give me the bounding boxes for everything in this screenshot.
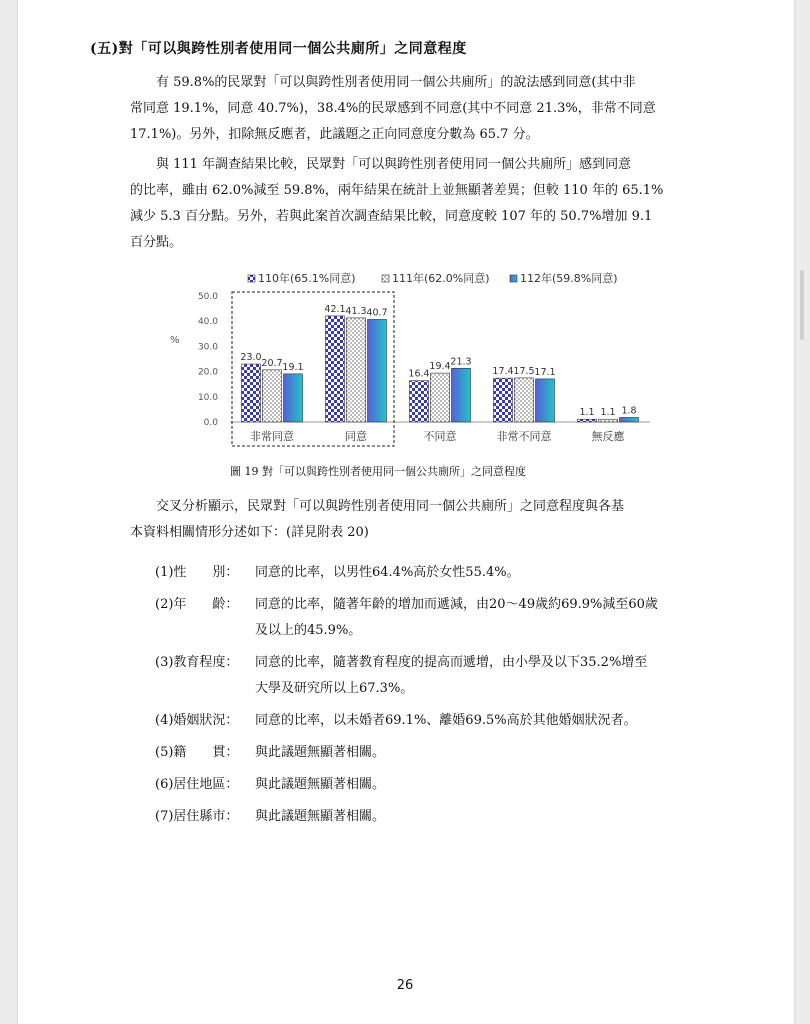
legend-label: 111年(62.0%同意) bbox=[392, 272, 490, 285]
y-tick-label: 40.0 bbox=[197, 317, 218, 328]
list-item bbox=[155, 772, 725, 798]
bar-value-label: 40.7 bbox=[366, 307, 388, 319]
paragraph-line: 常同意 19.1%，同意 40.7%)，38.4%的民眾感到不同意(其中不同意 21.3%，非常不同意 bbox=[130, 101, 656, 116]
scrollbar[interactable] bbox=[800, 270, 804, 340]
list-item-label: (7)居住縣市： bbox=[155, 809, 239, 824]
list-item bbox=[155, 592, 725, 644]
list-item-label: (6)居住地區： bbox=[155, 777, 239, 792]
bar-value-label: 19.1 bbox=[282, 361, 304, 373]
list-item bbox=[155, 650, 725, 702]
section-heading: (五)對「可以與跨性別者使用同一個公共廁所」之同意程度 bbox=[90, 41, 467, 57]
list-item-label: (1)性 別： bbox=[155, 565, 239, 580]
bar-value-label: 16.4 bbox=[408, 368, 430, 380]
paragraph-line: 本資料相關情形分述如下：(詳見附表 20) bbox=[130, 525, 369, 540]
bar bbox=[494, 378, 513, 422]
x-tick-label: 非常不同意 bbox=[496, 430, 552, 443]
y-tick-label: 10.0 bbox=[197, 392, 218, 403]
paragraph-line: 的比率，雖由 62.0%減至 59.8%，兩年結果在統計上並無顯著差異；但較 110 年的 65.1% bbox=[130, 183, 664, 198]
bar bbox=[578, 419, 597, 422]
list-item-label: (5)籍 貫： bbox=[155, 745, 239, 760]
list-item-label: (2)年 齡： bbox=[155, 597, 239, 612]
list-item-text: 與此議題無顯著相關。 bbox=[255, 745, 386, 760]
list-item-text: 同意的比率，隨著年齡的增加而遞減，由20～49歲約69.9%減至60歲 bbox=[255, 597, 658, 612]
bar-value-label: 41.3 bbox=[345, 305, 367, 317]
y-tick-label: 30.0 bbox=[197, 342, 218, 353]
bar bbox=[599, 419, 618, 422]
bar bbox=[284, 374, 303, 422]
paragraph-1 bbox=[130, 70, 720, 148]
legend-swatch bbox=[510, 275, 517, 282]
bar bbox=[242, 364, 261, 422]
list-item-text: 與此議題無顯著相關。 bbox=[255, 777, 386, 792]
list-item bbox=[155, 560, 725, 586]
chart-bars bbox=[232, 292, 639, 446]
legend-label: 110年(65.1%同意) bbox=[258, 272, 356, 285]
legend-label: 112年(59.8%同意) bbox=[520, 272, 618, 285]
bar-value-label: 1.1 bbox=[600, 407, 616, 419]
x-tick-label: 同意 bbox=[345, 430, 367, 443]
bar-chart bbox=[160, 268, 660, 458]
y-tick-label: 0.0 bbox=[203, 418, 218, 428]
list-item-text: 同意的比率，以男性64.4%高於女性55.4%。 bbox=[255, 565, 520, 580]
bar bbox=[263, 370, 282, 422]
chart-legend bbox=[248, 271, 618, 285]
paragraph-line: 交叉分析顯示，民眾對「可以與跨性別者使用同一個公共廁所」之同意程度與各基 bbox=[156, 499, 625, 514]
y-tick-label: 20.0 bbox=[197, 367, 218, 378]
y-axis-label: % bbox=[170, 335, 180, 346]
list-item-text: 同意的比率，隨著教育程度的提高而遞增，由小學及以下35.2%增至 bbox=[255, 655, 648, 670]
bar-value-label: 21.3 bbox=[450, 356, 472, 368]
bar bbox=[431, 373, 450, 422]
bar bbox=[452, 368, 471, 422]
bar-value-label: 1.8 bbox=[621, 405, 637, 417]
bar-value-label: 20.7 bbox=[261, 357, 283, 369]
x-tick-label: 不同意 bbox=[423, 430, 457, 443]
bar bbox=[620, 417, 639, 422]
list-item-label: (3)教育程度： bbox=[155, 655, 239, 670]
list-item bbox=[155, 740, 725, 766]
legend-swatch bbox=[382, 275, 389, 282]
bar bbox=[410, 381, 429, 422]
bar-value-label: 17.1 bbox=[534, 366, 556, 378]
bar-value-label: 42.1 bbox=[324, 303, 346, 315]
paragraph-2 bbox=[130, 152, 720, 256]
list-item-text-cont: 及以上的45.9%。 bbox=[255, 623, 362, 638]
bar bbox=[536, 379, 555, 422]
list-item-text: 同意的比率，以未婚者69.1%、離婚69.5%高於其他婚姻狀況者。 bbox=[255, 713, 637, 728]
y-tick-label: 50.0 bbox=[197, 292, 218, 302]
bar bbox=[368, 319, 387, 422]
list-item-text-cont: 大學及研究所以上67.3%。 bbox=[255, 681, 414, 696]
bar-value-label: 23.0 bbox=[240, 352, 262, 364]
bar-value-label: 1.1 bbox=[579, 407, 595, 419]
paragraph-3 bbox=[130, 494, 720, 546]
page-number: 26 bbox=[396, 978, 414, 993]
paragraph-line: 有 59.8%的民眾對「可以與跨性別者使用同一個公共廁所」的說法感到同意(其中非 bbox=[156, 75, 636, 90]
x-tick-label: 非常同意 bbox=[250, 430, 294, 443]
bar-value-label: 17.5 bbox=[513, 365, 535, 377]
list-item-text: 與此議題無顯著相關。 bbox=[255, 809, 386, 824]
figure-caption: 圖 19 對「可以與跨性別者使用同一個公共廁所」之同意程度 bbox=[230, 465, 526, 478]
paragraph-line: 減少 5.3 百分點。另外，若與此案首次調查結果比較，同意度較 107 年的 50.7%增加 9.1 bbox=[130, 209, 653, 224]
paragraph-line: 百分點。 bbox=[130, 235, 183, 250]
bar bbox=[515, 378, 534, 422]
bar bbox=[326, 316, 345, 422]
list-item bbox=[155, 804, 725, 830]
bar bbox=[347, 318, 366, 422]
bar-value-label: 17.4 bbox=[492, 366, 514, 378]
paragraph-line: 與 111 年調查結果比較，民眾對「可以與跨性別者使用同一個公共廁所」感到同意 bbox=[156, 157, 632, 172]
bar-value-label: 19.4 bbox=[429, 361, 451, 373]
list-item bbox=[155, 708, 725, 734]
x-tick-label: 無反應 bbox=[591, 430, 625, 443]
legend-swatch bbox=[248, 275, 255, 282]
paragraph-line: 17.1%)。另外，扣除無反應者，此議題之正向同意度分數為 65.7 分。 bbox=[130, 127, 539, 142]
list-item-label: (4)婚姻狀況： bbox=[155, 713, 239, 728]
